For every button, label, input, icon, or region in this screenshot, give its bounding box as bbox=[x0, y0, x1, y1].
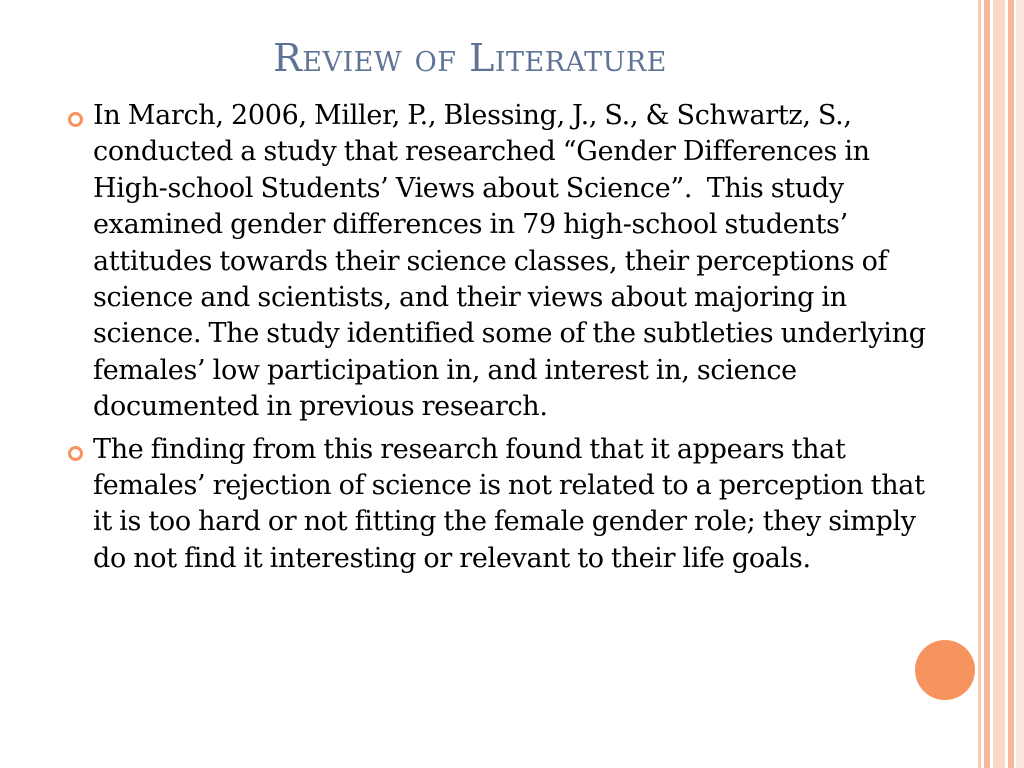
decorative-stripe bbox=[984, 0, 990, 768]
decorative-stripe bbox=[1016, 0, 1024, 768]
bullet-text: The finding from this research found that it appears that females’ rejection of science is not related to a perception that it is too hard or not fitting the female gender role; they simply do not find it interesting or relevant to their life goals. bbox=[93, 433, 932, 574]
decorative-stripe bbox=[1008, 0, 1014, 768]
decorative-stripe bbox=[993, 0, 1005, 768]
bullet-item bbox=[68, 98, 934, 426]
bullet-item bbox=[68, 432, 932, 578]
slide-content bbox=[68, 98, 934, 583]
circle-bullet-icon bbox=[68, 446, 83, 461]
circle-bullet-icon bbox=[68, 112, 83, 127]
slide-title: Review of Literature bbox=[273, 36, 667, 80]
bullet-text: In March, 2006, Miller, P., Blessing, J., S., & Schwartz, S., conducted a study that researched “Gender Differences in High-school Students’ Views about Science”. This study examined gender differences in 79 high-school students’ attitudes towards their science classes, their perceptions of science and scientists, and their views about majoring in science. The study identified some of the subtleties underlying females’ low participation in, and interest in, science documented in previous research. bbox=[93, 100, 934, 423]
decorative-circle bbox=[915, 640, 975, 700]
decorative-stripe bbox=[978, 0, 981, 768]
